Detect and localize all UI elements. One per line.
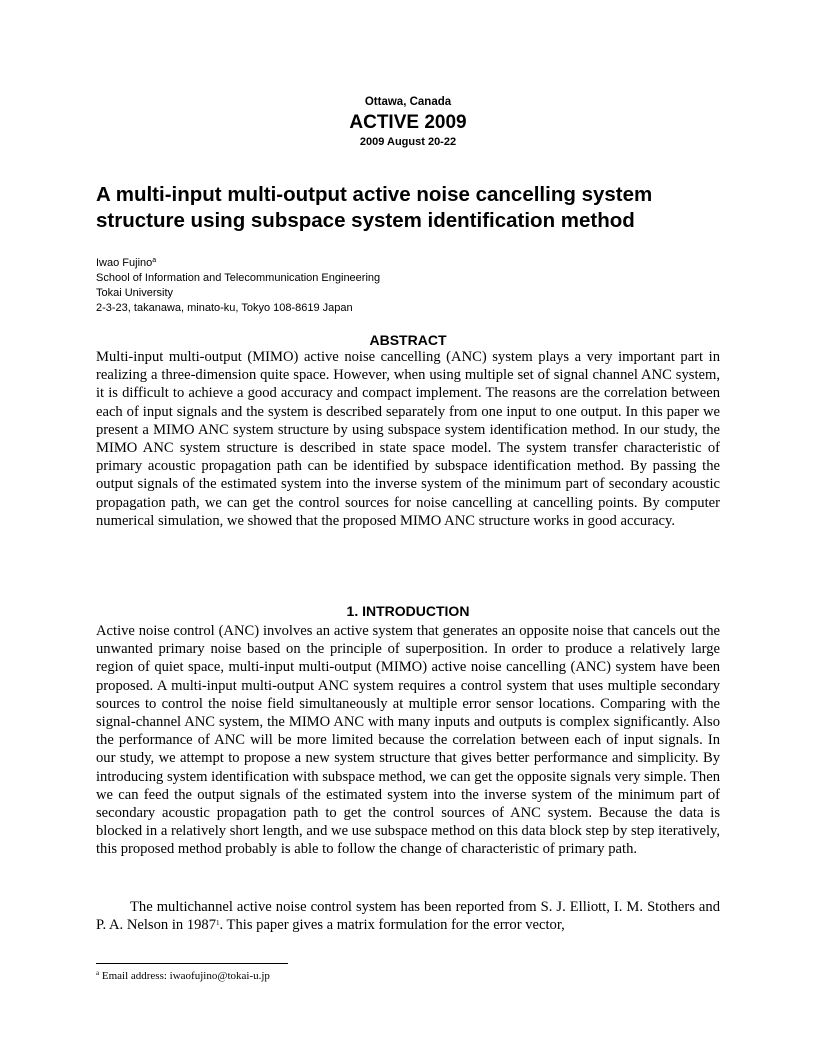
conference-date: 2009 August 20-22 <box>359 136 457 148</box>
introduction-paragraph: Active noise control (ANC) involves an active system that generates an opposite noise that cancels out the unwanted primary noise based on the principle of superposition. In order to produce a relatively large region of quiet space, multi-input multi-output (MIMO) active noise cancelling (ANC) system have been proposed. A multi-input multi-output ANC system requires a control system that uses multiple secondary sources to control the noise field simultaneously at multiple error sensor locations. Comparing with the signal-channel ANC system, the MIMO ANC with many inputs and outputs is complex significantly. Also the performance of ANC will be more limited because the correlation between each of input signals. In our study, we attempt to propose a new system structure that gives better performance and simplicity. By introducing system identification with subspace method, we can get the opposite signals very simple. Then we can feed the output signals of the estimated system into the inverse system of the minimum part of secondary acoustic propagation path to get the control sources of ANC system. Because the data is blocked in a relatively short length, and we use subspace method on this data block step by step iteratively, this proposed method probably is able to follow the change of characteristic of primary path. <box>96 623 720 858</box>
conference-name: ACTIVE 2009 <box>349 112 467 133</box>
footnote-divider <box>96 963 288 964</box>
paragraph-text: The multichannel active noise control system has been reported from S. J. Elliott, I. M. Stothers and P. A. Nelson in 1987 <box>96 899 720 934</box>
author-footnote-marker: a <box>152 257 157 264</box>
paper-title: A multi-input multi-output active noise cancelling system structure using subspace system identification method <box>96 183 653 232</box>
footnote <box>96 969 696 983</box>
author-line <box>96 256 716 271</box>
affiliation-line: 2-3-23, takanawa, minato-ku, Tokyo 108-8619 Japan <box>96 302 353 314</box>
affiliation-line: Tokai University <box>96 287 174 299</box>
author-name: Iwao Fujino <box>96 257 153 269</box>
paragraph-text: . This paper gives a matrix formulation for the error vector, <box>219 917 565 934</box>
author-block <box>96 256 716 316</box>
footnote-marker: a <box>96 969 100 977</box>
conference-location: Ottawa, Canada <box>364 96 452 108</box>
abstract-text: Multi-input multi-output (MIMO) active noise cancelling (ANC) system plays a very important part in realizing a three-dimension quite space. However, when using multiple set of signal channel ANC system, it is difficult to achieve a good accuracy and compact implement. The reasons are the correlation between each of input signals and the system is described separately from one input to one output. In this paper we present a MIMO ANC system structure by using subspace system identification method. In our study, the MIMO ANC system structure is described in state space model. The system transfer characteristic of primary acoustic propagation path can be identified by subspace identification method. By passing the output signals of the estimated system into the inverse system of the minimum part of secondary acoustic propagation path, we can get the control sources for noise cancelling at cancelling points. By computer numerical simulation, we showed that the proposed MIMO ANC structure works in good accuracy. <box>96 349 720 529</box>
reference-marker: 1 <box>216 919 220 928</box>
introduction-heading: 1. INTRODUCTION <box>346 603 470 619</box>
abstract-heading: ABSTRACT <box>369 332 447 348</box>
affiliation-line: School of Information and Telecommunication Engineering <box>96 272 381 284</box>
footnote-text: Email address: iwaofujino@tokai-u.jp <box>101 970 270 982</box>
introduction-paragraph <box>96 898 720 934</box>
